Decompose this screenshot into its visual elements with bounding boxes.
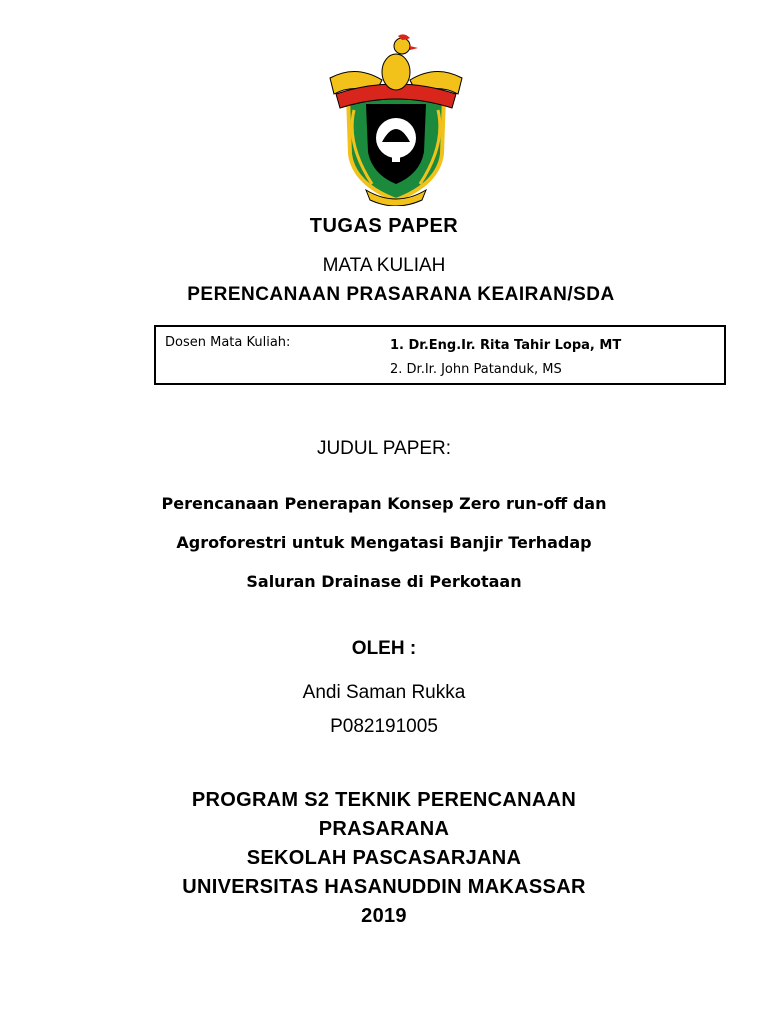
institution-block: [0, 786, 768, 931]
institution-line: 2019: [361, 905, 407, 927]
lecturer-item: 1. Dr.Eng.Ir. Rita Tahir Lopa, MT: [390, 338, 622, 353]
lecturer-list: [390, 334, 621, 382]
institution-line: PROGRAM S2 TEKNIK PERENCANAAN: [191, 789, 577, 811]
university-crest-logo: [326, 34, 466, 206]
author-id: P082191005: [330, 716, 438, 737]
lecturer-item: 2. Dr.Ir. John Patanduk, MS: [390, 362, 562, 377]
institution-line: UNIVERSITAS HASANUDDIN MAKASSAR: [182, 876, 586, 898]
lecturer-box: [154, 325, 726, 385]
document-heading: TUGAS PAPER: [309, 215, 459, 237]
lecturer-label: Dosen Mata Kuliah:: [165, 335, 291, 350]
author-label: OLEH :: [351, 638, 417, 659]
paper-title-label: JUDUL PAPER:: [316, 438, 452, 459]
subject-name: PERENCANAAN PRASARANA KEAIRAN/SDA: [187, 284, 615, 305]
institution-line: SEKOLAH PASCASARJANA: [246, 847, 522, 869]
paper-title-line: Agroforestri untuk Mengatasi Banjir Terhadap: [176, 533, 592, 552]
author-name: Andi Saman Rukka: [302, 682, 466, 703]
institution-line: PRASARANA: [318, 818, 450, 840]
subject-label: MATA KULIAH: [322, 255, 446, 276]
paper-title-line: Saluran Drainase di Perkotaan: [246, 572, 522, 591]
paper-title-line: Perencanaan Penerapan Konsep Zero run-off dan: [161, 494, 607, 513]
paper-title: [0, 484, 768, 601]
